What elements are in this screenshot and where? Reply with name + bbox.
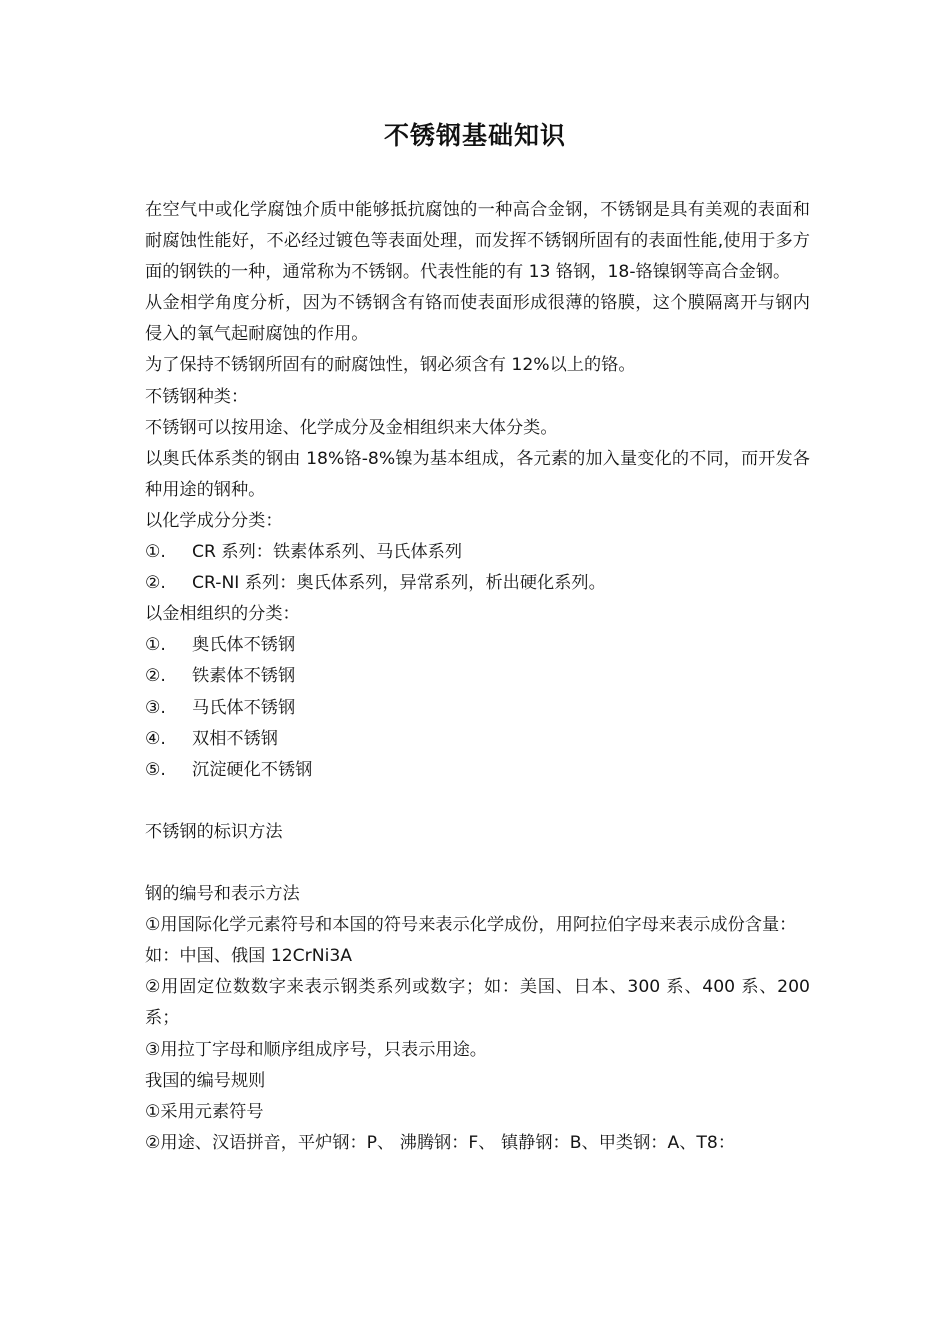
list-item-text: 双相不锈钢 (192, 728, 278, 749)
list-marker: ①. (145, 542, 166, 563)
list-marker: ①. (145, 635, 166, 656)
list-item (145, 630, 810, 661)
list-item (145, 568, 810, 599)
document-body (145, 195, 810, 1159)
marking-heading: 不锈钢的标识方法 (145, 821, 283, 842)
intro-paragraph-1: 在空气中或化学腐蚀介质中能够抵抗腐蚀的一种高合金钢，不锈钢是具有美观的表面和耐腐蚀性能好，不必经过镀色等表面处理，而发挥不锈钢所固有的表面性能,使用于多方面的钢铁的一种，通常称为不锈钢。代表性能的有 13 铬钢，18-铬镍钢等高合金钢。 (145, 200, 810, 283)
china-rule-1: ①采用元素符号 (145, 1101, 264, 1122)
list-item-text: CR 系列：铁素体系列、马氏体系列 (192, 542, 463, 563)
list-marker: ②. (145, 573, 166, 594)
intro-paragraph-2: 从金相学角度分析，因为不锈钢含有铬而使表面形成很薄的铬膜，这个膜隔离开与钢内侵入的氧气起耐腐蚀的作用。 (145, 293, 810, 345)
numbering-heading: 钢的编号和表示方法 (145, 884, 300, 905)
numbering-rule-2: ②用固定位数数字来表示钢类系列或数字；如：美国、日本、300 系、400 系、200 系； (145, 977, 810, 1029)
list-marker: ②. (145, 666, 166, 687)
document-title: 不锈钢基础知识 (383, 121, 566, 150)
list-item (145, 537, 810, 568)
intro-paragraph-3: 为了保持不锈钢所固有的耐腐蚀性，钢必须含有 12%以上的铬。 (145, 355, 636, 376)
numbering-rule-3: ③用拉丁字母和顺序组成序号，只表示用途。 (145, 1039, 487, 1060)
list-item (145, 693, 810, 724)
list-item-text: 马氏体不锈钢 (192, 697, 296, 718)
list-item (145, 661, 810, 692)
numbering-example: 如：中国、俄国 12CrNi3A (145, 946, 353, 967)
chem-heading: 以化学成分分类： (145, 510, 283, 531)
list-item (145, 724, 810, 755)
china-rule-2: ②用途、汉语拼音，平炉钢：P、 沸腾钢：F、 镇静钢：B、甲类钢：A、T8： (145, 1132, 736, 1153)
list-item-text: 铁素体不锈钢 (192, 666, 296, 687)
numbering-rule-1: ①用国际化学元素符号和本国的符号来表示化学成份，用阿拉伯字母来表示成份含量： (145, 915, 797, 936)
list-item-text: 奥氏体不锈钢 (192, 635, 296, 656)
austenite-paragraph: 以奥氏体系类的钢由 18%铬-8%镍为基本组成，各元素的加入量变化的不同，而开发各种用途的钢种。 (145, 448, 810, 500)
metallo-heading: 以金相组织的分类： (145, 604, 300, 625)
list-item-text: 沉淀硬化不锈钢 (192, 759, 313, 780)
blank-line (145, 848, 810, 879)
types-heading: 不锈钢种类： (145, 386, 249, 407)
list-item-text: CR-NI 系列：奥氏体系列，异常系列，析出硬化系列。 (192, 573, 606, 594)
types-paragraph: 不锈钢可以按用途、化学成分及金相组织来大体分类。 (145, 417, 558, 438)
list-marker: ④. (145, 728, 166, 749)
list-marker: ③. (145, 697, 166, 718)
china-rules-heading: 我国的编号规则 (145, 1070, 266, 1091)
list-marker: ⑤. (145, 759, 166, 780)
blank-line (145, 786, 810, 817)
list-item (145, 755, 810, 786)
